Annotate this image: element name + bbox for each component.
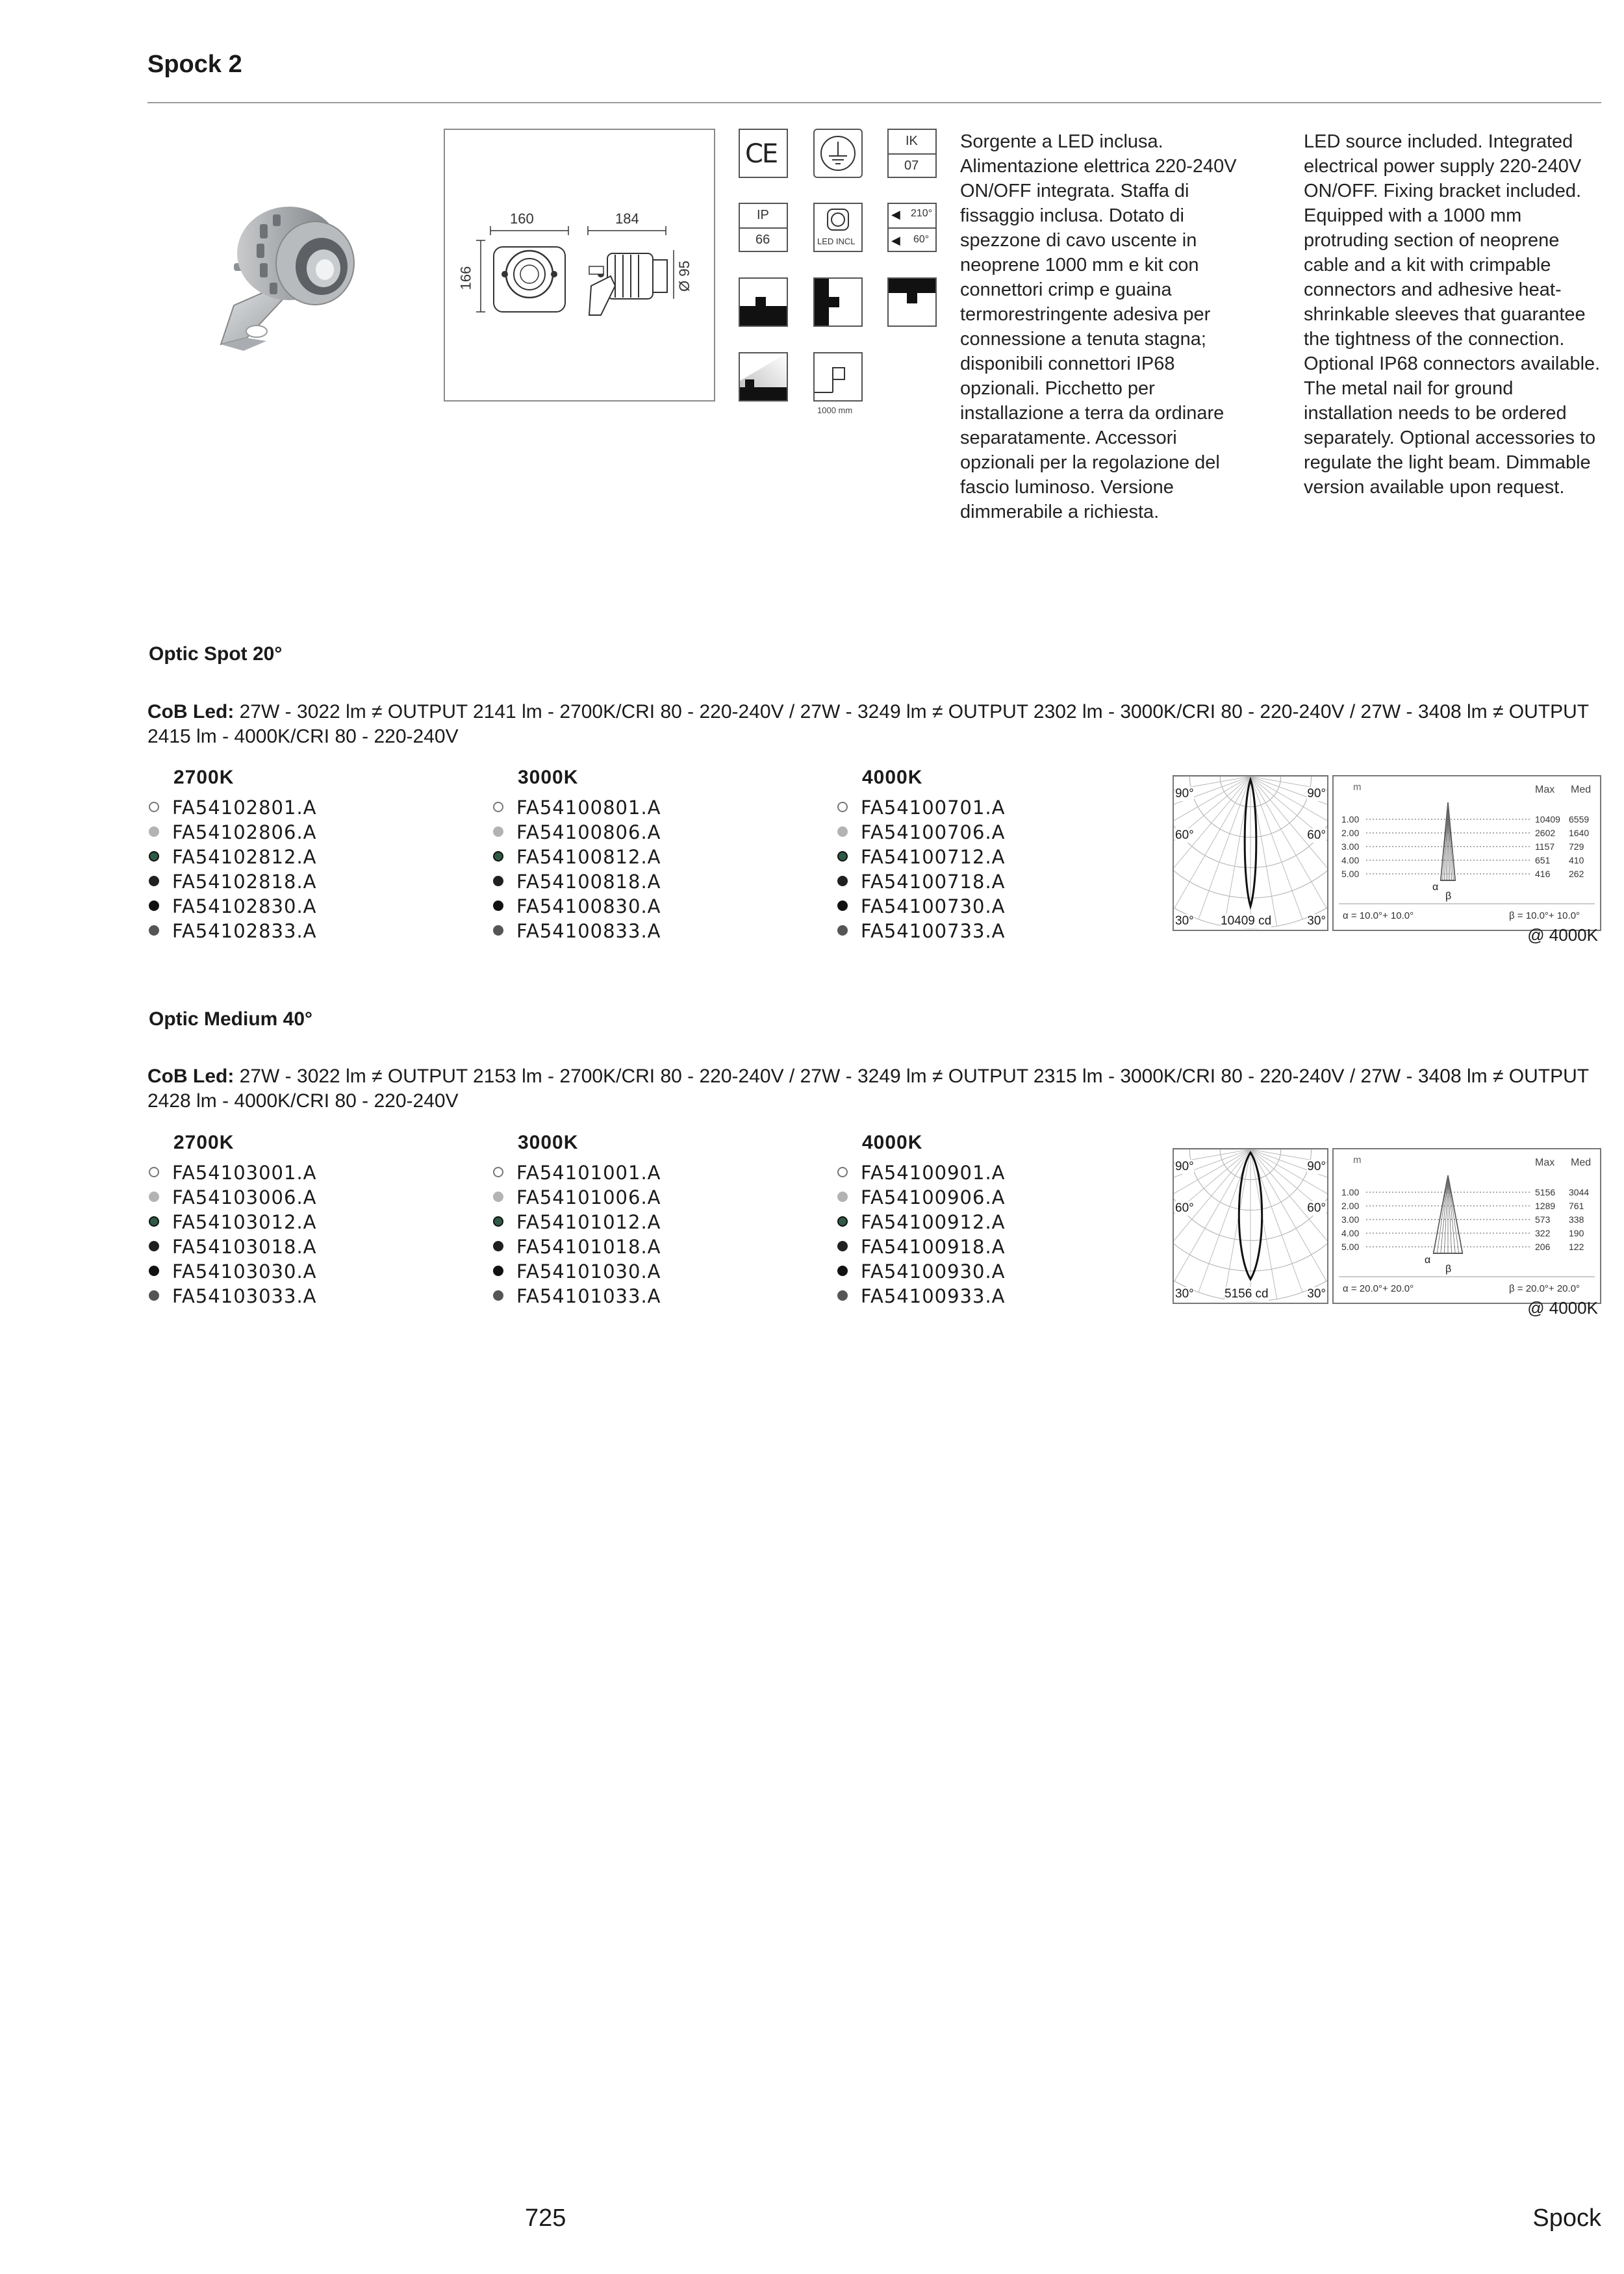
iso-col-med: Med xyxy=(1571,1157,1592,1168)
finish-green-dot xyxy=(493,1216,503,1227)
finish-white-dot xyxy=(837,802,848,812)
article-code: FA54101030.A xyxy=(516,1260,661,1283)
code-row[interactable] xyxy=(837,845,1175,869)
ip-label: IP xyxy=(757,208,769,222)
installation-ground-icon xyxy=(739,277,788,327)
ce-label: CE xyxy=(745,139,778,169)
finish-white-dot xyxy=(149,1167,159,1177)
article-code: FA54103018.A xyxy=(172,1236,317,1258)
section-title-medium: Optic Medium 40° xyxy=(149,1008,313,1030)
code-row[interactable] xyxy=(149,820,487,845)
article-code: FA54101033.A xyxy=(516,1285,661,1307)
code-row[interactable] xyxy=(837,820,1175,845)
finish-grey-dot xyxy=(493,1192,503,1202)
iso-med: 338 xyxy=(1569,1214,1584,1225)
code-row[interactable] xyxy=(493,894,831,919)
code-row[interactable] xyxy=(493,1234,831,1259)
finish-green-dot xyxy=(837,851,848,862)
iso-alpha-symbol: α xyxy=(1425,1255,1431,1266)
finish-green-dot xyxy=(149,851,159,862)
polar-angle-60-left: 60° xyxy=(1175,1201,1194,1215)
header-divider xyxy=(147,102,1601,103)
rotation-icon xyxy=(887,203,937,252)
column-head: 3000K xyxy=(518,767,579,788)
code-row[interactable] xyxy=(837,1234,1175,1259)
article-code: FA54102806.A xyxy=(172,821,317,843)
code-column-3000k xyxy=(493,767,831,943)
finish-dark-dot xyxy=(493,1241,503,1251)
installation-ceiling-icon xyxy=(887,277,937,327)
polar-angle-90-left: 90° xyxy=(1175,787,1194,800)
polar-diagram xyxy=(1173,775,1328,931)
code-row[interactable] xyxy=(837,1160,1175,1185)
finish-black-dot xyxy=(837,901,848,911)
article-code: FA54100733.A xyxy=(861,920,1006,942)
cable-length-label: 1000 mm xyxy=(817,405,853,415)
code-row[interactable] xyxy=(149,869,487,894)
polar-angle-60-right: 60° xyxy=(1307,1201,1326,1215)
iso-col-med: Med xyxy=(1571,784,1592,795)
iso-med: 6559 xyxy=(1569,814,1590,824)
code-column-3000k xyxy=(493,1132,831,1309)
iso-med: 3044 xyxy=(1569,1187,1590,1197)
iso-max-list xyxy=(1535,813,1560,881)
code-column-2700k xyxy=(149,767,487,943)
column-head: 3000K xyxy=(518,1132,579,1153)
iso-max: 2602 xyxy=(1535,828,1556,838)
article-code: FA54100930.A xyxy=(861,1260,1006,1283)
technical-drawing xyxy=(444,129,715,402)
polar-intensity: 5156 cd xyxy=(1224,1287,1269,1301)
code-row[interactable] xyxy=(149,894,487,919)
rotation-horizontal: 210° xyxy=(911,208,933,219)
cob-label: CoB Led: xyxy=(147,701,235,722)
cob-spec-medium xyxy=(147,1064,1596,1114)
code-row[interactable] xyxy=(149,1185,487,1210)
footer-family-name: Spock xyxy=(1532,2204,1601,2232)
finish-white-dot xyxy=(837,1167,848,1177)
article-code: FA54100812.A xyxy=(516,846,661,868)
article-code: FA54100833.A xyxy=(516,920,661,942)
finish-anthracite-dot xyxy=(493,1290,503,1301)
code-row[interactable] xyxy=(493,845,831,869)
article-code: FA54100912.A xyxy=(861,1211,1006,1233)
ik-value: 07 xyxy=(904,159,919,173)
code-row[interactable] xyxy=(837,869,1175,894)
iso-med: 410 xyxy=(1569,855,1584,865)
iso-beta: β = 20.0°+ 20.0° xyxy=(1509,1283,1580,1294)
code-column-4000k xyxy=(837,1132,1175,1309)
iso-distance: 3.00 xyxy=(1341,841,1360,852)
finish-anthracite-dot xyxy=(493,925,503,936)
polar-diagram xyxy=(1173,1148,1328,1304)
code-column-4000k xyxy=(837,767,1175,943)
article-code: FA54101001.A xyxy=(516,1162,661,1184)
code-row[interactable] xyxy=(149,795,487,820)
article-code: FA54100933.A xyxy=(861,1285,1006,1307)
finish-dark-dot xyxy=(837,876,848,886)
code-row[interactable] xyxy=(493,820,831,845)
iso-med: 122 xyxy=(1569,1242,1584,1252)
finish-grey-dot xyxy=(837,1192,848,1202)
code-row[interactable] xyxy=(837,919,1175,943)
article-code: FA54100712.A xyxy=(861,846,1006,868)
finish-grey-dot xyxy=(149,1192,159,1202)
iso-distance-list xyxy=(1341,1186,1359,1254)
iso-med: 1640 xyxy=(1569,828,1590,838)
iso-alpha: α = 20.0°+ 20.0° xyxy=(1343,1283,1414,1294)
iso-distance: 4.00 xyxy=(1341,855,1360,865)
code-column-2700k xyxy=(149,1132,487,1309)
description-italian: Sorgente a LED inclusa. Alimentazione elettrica 220-240V ON/OFF integrata. Staffa di fissaggio inclusa. Dotato di spezzone di cavo uscente in neoprene 1000 mm e kit con connettori crimp e guaina termorestringente adesiva per connessione a tenuta stagna; disponibili connettori IP68 opzionali. Picchetto per installazione a terra da ordinare separatamente. Accessori opzionali per la regolazione del fascio luminoso. Versione dimmerabile a richiesta. xyxy=(960,131,1237,522)
article-code: FA54100918.A xyxy=(861,1236,1006,1258)
finish-dark-dot xyxy=(837,1241,848,1251)
iso-max: 322 xyxy=(1535,1228,1551,1238)
illuminance-cone-diagram xyxy=(1332,775,1601,931)
code-row[interactable] xyxy=(837,1284,1175,1309)
code-row[interactable] xyxy=(837,795,1175,820)
polar-curve xyxy=(1174,776,1327,930)
code-row[interactable] xyxy=(493,795,831,820)
polar-angle-60-left: 60° xyxy=(1175,828,1194,842)
finish-green-dot xyxy=(493,851,503,862)
iso-max: 416 xyxy=(1535,869,1551,879)
iso-max: 573 xyxy=(1535,1214,1551,1225)
cob-text: 27W - 3022 lm ≠ OUTPUT 2141 lm - 2700K/CRI 80 - 220-240V / 27W - 3249 lm ≠ OUTPUT 2302 lm - 3000K/CRI 80 - 220-240V / 27W - 3408 lm ≠ OUTPUT 2415 lm - 4000K/CRI 80 - 220-240V xyxy=(147,701,1589,747)
code-row[interactable] xyxy=(149,1284,487,1309)
finish-dark-dot xyxy=(149,1241,159,1251)
finish-black-dot xyxy=(493,901,503,911)
iso-max: 1157 xyxy=(1535,841,1555,852)
iso-distance: 5.00 xyxy=(1341,1242,1360,1252)
polar-angle-30-left: 30° xyxy=(1175,914,1194,928)
iso-beta-symbol: β xyxy=(1445,891,1452,902)
iso-distance: 1.00 xyxy=(1341,814,1360,824)
iso-col-max: Max xyxy=(1535,784,1555,795)
code-row[interactable] xyxy=(493,1210,831,1234)
article-code: FA54103012.A xyxy=(172,1211,317,1233)
code-row[interactable] xyxy=(837,1210,1175,1234)
iso-beta-symbol: β xyxy=(1445,1264,1452,1275)
iso-cone-line xyxy=(1441,1175,1448,1253)
code-row[interactable] xyxy=(149,1160,487,1185)
iso-cone-line xyxy=(1434,1175,1448,1253)
code-row[interactable] xyxy=(493,1284,831,1309)
article-code: FA54100701.A xyxy=(861,797,1006,819)
code-row[interactable] xyxy=(493,919,831,943)
polar-angle-30-right: 30° xyxy=(1307,914,1326,928)
dim-diameter: Ø 95 xyxy=(676,261,692,292)
color-temp-note: @ 4000K xyxy=(1527,1298,1598,1318)
code-row[interactable] xyxy=(837,1185,1175,1210)
finish-black-dot xyxy=(837,1266,848,1276)
polar-angle-30-left: 30° xyxy=(1175,1287,1194,1301)
polar-grid-ray xyxy=(1250,776,1327,828)
code-row[interactable] xyxy=(149,1234,487,1259)
article-code: FA54102833.A xyxy=(172,920,317,942)
ik-label: IK xyxy=(906,134,918,148)
article-code: FA54100730.A xyxy=(861,895,1006,917)
finish-white-dot xyxy=(493,802,503,812)
code-row[interactable] xyxy=(493,1259,831,1284)
page-number: 725 xyxy=(525,2204,566,2232)
iso-med: 729 xyxy=(1569,841,1584,852)
article-code: FA54100706.A xyxy=(861,821,1006,843)
finish-black-dot xyxy=(149,901,159,911)
code-row[interactable] xyxy=(149,919,487,943)
iso-unit: m xyxy=(1353,782,1362,793)
color-temp-note: @ 4000K xyxy=(1527,925,1598,945)
article-code: FA54101012.A xyxy=(516,1211,661,1233)
iso-med-list xyxy=(1569,813,1589,881)
code-row[interactable] xyxy=(149,1259,487,1284)
article-code: FA54102830.A xyxy=(172,895,317,917)
article-code: FA54100718.A xyxy=(861,871,1006,893)
column-head: 4000K xyxy=(862,1132,923,1153)
article-code: FA54101006.A xyxy=(516,1186,661,1208)
dim-width-front: 160 xyxy=(510,211,534,227)
code-row[interactable] xyxy=(493,1185,831,1210)
iso-beta: β = 10.0°+ 10.0° xyxy=(1509,910,1580,921)
polar-grid-ray xyxy=(1174,776,1250,828)
cob-text: 27W - 3022 lm ≠ OUTPUT 2153 lm - 2700K/CRI 80 - 220-240V / 27W - 3249 lm ≠ OUTPUT 2315 lm - 3000K/CRI 80 - 220-240V / 27W - 3408 lm ≠ OUTPUT 2428 lm - 4000K/CRI 80 - 220-240V xyxy=(147,1066,1589,1112)
finish-green-dot xyxy=(837,1216,848,1227)
finish-black-dot xyxy=(493,1266,503,1276)
drawing-lines xyxy=(445,130,714,400)
code-row[interactable] xyxy=(149,845,487,869)
illuminance-cone-diagram xyxy=(1332,1148,1601,1304)
iso-max: 206 xyxy=(1535,1242,1551,1252)
column-head: 2700K xyxy=(173,1132,235,1153)
product-photo xyxy=(195,185,396,361)
iso-col-max: Max xyxy=(1535,1157,1555,1168)
finish-anthracite-dot xyxy=(149,1290,159,1301)
iso-med: 262 xyxy=(1569,869,1584,879)
iso-med: 190 xyxy=(1569,1228,1584,1238)
iso-distance: 2.00 xyxy=(1341,1201,1360,1211)
iso-max-list xyxy=(1535,1186,1555,1254)
cob-spec-spot xyxy=(147,700,1596,749)
article-code: FA54100901.A xyxy=(861,1162,1006,1184)
finish-white-dot xyxy=(149,802,159,812)
ik-rating-icon xyxy=(887,129,937,178)
iso-distance: 2.00 xyxy=(1341,828,1360,838)
dim-height: 166 xyxy=(457,266,474,290)
rotate-vertical-icon: ◀ xyxy=(891,234,900,247)
code-row[interactable] xyxy=(493,1160,831,1185)
finish-anthracite-dot xyxy=(837,1290,848,1301)
iso-max: 10409 xyxy=(1535,814,1560,824)
polar-curve xyxy=(1174,1149,1327,1303)
iso-cone-line xyxy=(1448,1175,1462,1253)
iso-max: 651 xyxy=(1535,855,1551,865)
iso-max: 5156 xyxy=(1535,1187,1556,1197)
installation-wall-icon xyxy=(813,277,863,327)
finish-dark-dot xyxy=(493,876,503,886)
code-row[interactable] xyxy=(149,1210,487,1234)
article-code: FA54100906.A xyxy=(861,1186,1006,1208)
dim-width-side: 184 xyxy=(615,211,639,227)
article-code: FA54102812.A xyxy=(172,846,317,868)
finish-white-dot xyxy=(493,1167,503,1177)
polar-angle-30-right: 30° xyxy=(1307,1287,1326,1301)
iso-alpha: α = 10.0°+ 10.0° xyxy=(1343,910,1414,921)
article-code: FA54103033.A xyxy=(172,1285,317,1307)
light-emission-icon xyxy=(739,352,788,402)
finish-green-dot xyxy=(149,1216,159,1227)
iso-med: 761 xyxy=(1569,1201,1584,1211)
cable-length-icon xyxy=(813,352,863,402)
ce-mark-icon xyxy=(739,129,788,178)
iso-distance: 1.00 xyxy=(1341,1187,1360,1197)
article-code: FA54100818.A xyxy=(516,871,661,893)
article-code: FA54100801.A xyxy=(516,797,661,819)
iso-cone-line xyxy=(1448,802,1452,880)
polar-angle-90-right: 90° xyxy=(1307,1160,1326,1173)
rotate-horizontal-icon: ◀ xyxy=(891,208,900,221)
description-english: LED source included. Integrated electrical power supply 220-240V ON/OFF. Fixing bracket included. Equipped with a 1000 mm protruding section of neoprene cable and a kit with crimpable connectors and adhesive heat-shrinkable sleeves that guarantee the tightness of the connection. Optional IP68 connectors available. The metal nail for ground installation needs to be ordered separately. Optional accessories to regulate the light beam. Dimmable version available upon request. xyxy=(1304,131,1601,498)
iso-distance: 5.00 xyxy=(1341,869,1360,879)
ip-rating-icon xyxy=(739,203,788,252)
iso-med-list xyxy=(1569,1186,1589,1254)
article-code: FA54103030.A xyxy=(172,1260,317,1283)
article-code: FA54100806.A xyxy=(516,821,661,843)
finish-grey-dot xyxy=(493,826,503,837)
column-head: 2700K xyxy=(173,767,235,788)
iso-unit: m xyxy=(1353,1155,1362,1166)
ip-value: 66 xyxy=(755,233,770,247)
iso-alpha-symbol: α xyxy=(1432,882,1439,893)
code-row[interactable] xyxy=(837,894,1175,919)
finish-dark-dot xyxy=(149,876,159,886)
page-title: Spock 2 xyxy=(147,51,242,78)
column-head: 4000K xyxy=(862,767,923,788)
iso-distance: 4.00 xyxy=(1341,1228,1360,1238)
article-code: FA54101018.A xyxy=(516,1236,661,1258)
polar-intensity: 10409 cd xyxy=(1221,914,1272,928)
article-code: FA54102818.A xyxy=(172,871,317,893)
class-one-ground-icon xyxy=(813,129,863,178)
polar-angle-90-right: 90° xyxy=(1307,787,1326,800)
iso-cone-line xyxy=(1444,802,1448,880)
finish-grey-dot xyxy=(837,826,848,837)
finish-black-dot xyxy=(149,1266,159,1276)
code-row[interactable] xyxy=(493,869,831,894)
iso-distance-list xyxy=(1341,813,1359,881)
cob-label: CoB Led: xyxy=(147,1066,235,1087)
finish-anthracite-dot xyxy=(837,925,848,936)
article-code: FA54100830.A xyxy=(516,895,661,917)
article-code: FA54103001.A xyxy=(172,1162,317,1184)
iso-max: 1289 xyxy=(1535,1201,1556,1211)
rotation-vertical: 60° xyxy=(913,234,930,245)
finish-anthracite-dot xyxy=(149,925,159,936)
iso-distance: 3.00 xyxy=(1341,1214,1360,1225)
section-title-spot: Optic Spot 20° xyxy=(149,643,283,665)
polar-angle-90-left: 90° xyxy=(1175,1160,1194,1173)
led-incl-label: LED INCL xyxy=(817,236,856,246)
led-included-icon xyxy=(813,203,863,252)
article-code: FA54102801.A xyxy=(172,797,317,819)
article-code: FA54103006.A xyxy=(172,1186,317,1208)
iso-cone-line xyxy=(1448,1175,1455,1253)
finish-grey-dot xyxy=(149,826,159,837)
illuminance-cone xyxy=(1334,1149,1600,1303)
polar-angle-60-right: 60° xyxy=(1307,828,1326,842)
code-row[interactable] xyxy=(837,1259,1175,1284)
